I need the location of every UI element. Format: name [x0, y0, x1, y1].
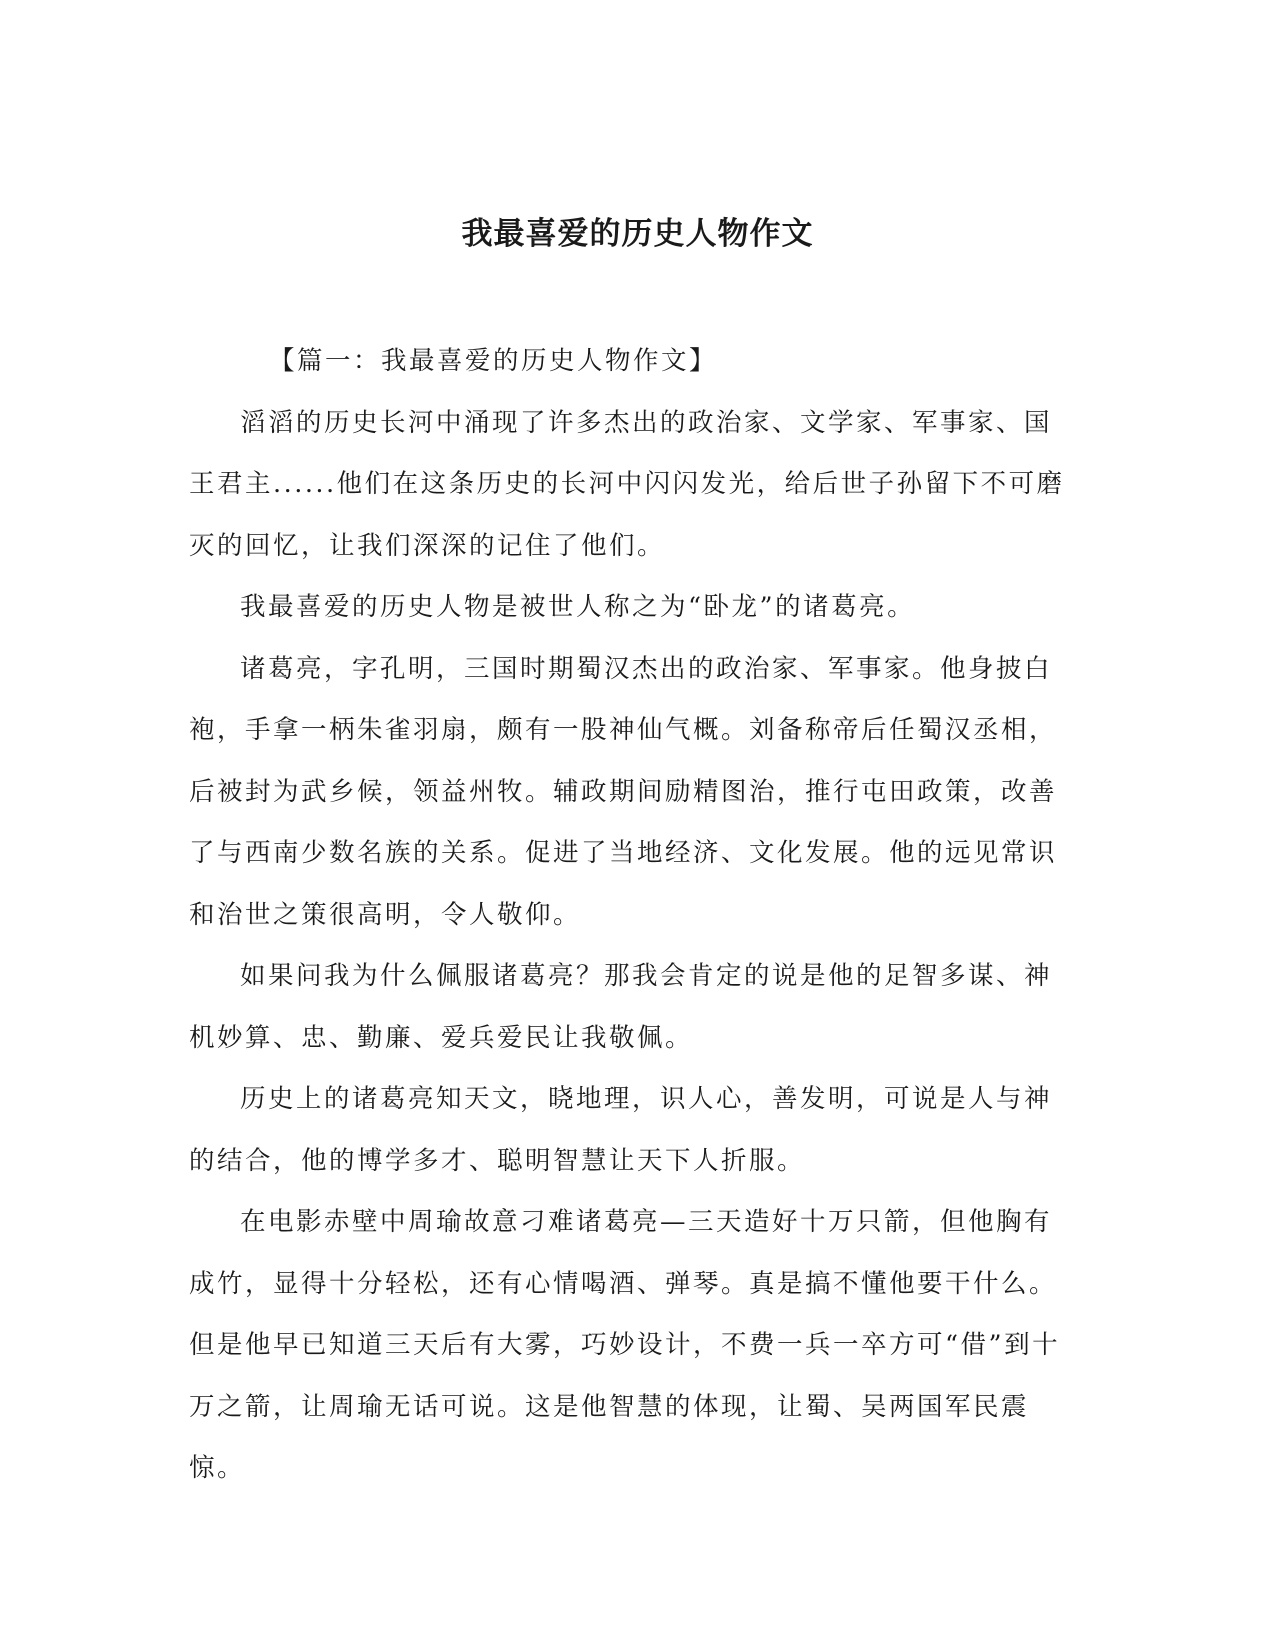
paragraph-knowledge: 历史上的诸葛亮知天文，晓地理，识人心，善发明，可说是人与神的结合，他的博学多才、聪明智慧让天下人折服。: [189, 1084, 1053, 1176]
paragraph-biography: 诸葛亮，字孔明，三国时期蜀汉杰出的政治家、军事家。他身披白袍，手拿一柄朱雀羽扇，颇有一股神仙气概。刘备称帝后任蜀汉丞相，后被封为武乡候，领益州牧。辅政期间励精图治，推行屯田政策，改善了与西南少数名族的关系。促进了当地经济、文化发展。他的远见常识和治世之策很高明，令人敬仰。: [189, 653, 1058, 930]
section-heading: 【篇一：我最喜爱的历史人物作文】: [269, 346, 718, 376]
paragraph-admiration: 如果问我为什么佩服诸葛亮？那我会肯定的说是他的足智多谋、神机妙算、忠、勤廉、爱兵爱民让我敬佩。: [189, 961, 1053, 1053]
document-body: [189, 331, 1079, 1500]
paragraph-favorite-figure: 我最喜爱的历史人物是被世人称之为“卧龙”的诸葛亮。: [240, 592, 916, 622]
paragraph-intro: 滔滔的历史长河中涌现了许多杰出的政治家、文学家、军事家、国王君主......他们在这条历史的长河中闪闪发光，给后世子孙留下不可磨灭的回忆，让我们深深的记住了他们。: [189, 407, 1065, 561]
paragraph-red-cliff: 在电影赤壁中周瑜故意刁难诸葛亮—三天造好十万只箭，但他胸有成竹，显得十分轻松，还有心情喝酒、弹琴。真是搞不懂他要干什么。但是他早已知道三天后有大雾，巧妙设计，不费一兵一卒方可“借”到十万之箭，让周瑜无话可说。这是他智慧的体现，让蜀、吴两国军民震惊。: [189, 1207, 1061, 1483]
document-title: 我最喜爱的历史人物作文: [461, 216, 814, 252]
